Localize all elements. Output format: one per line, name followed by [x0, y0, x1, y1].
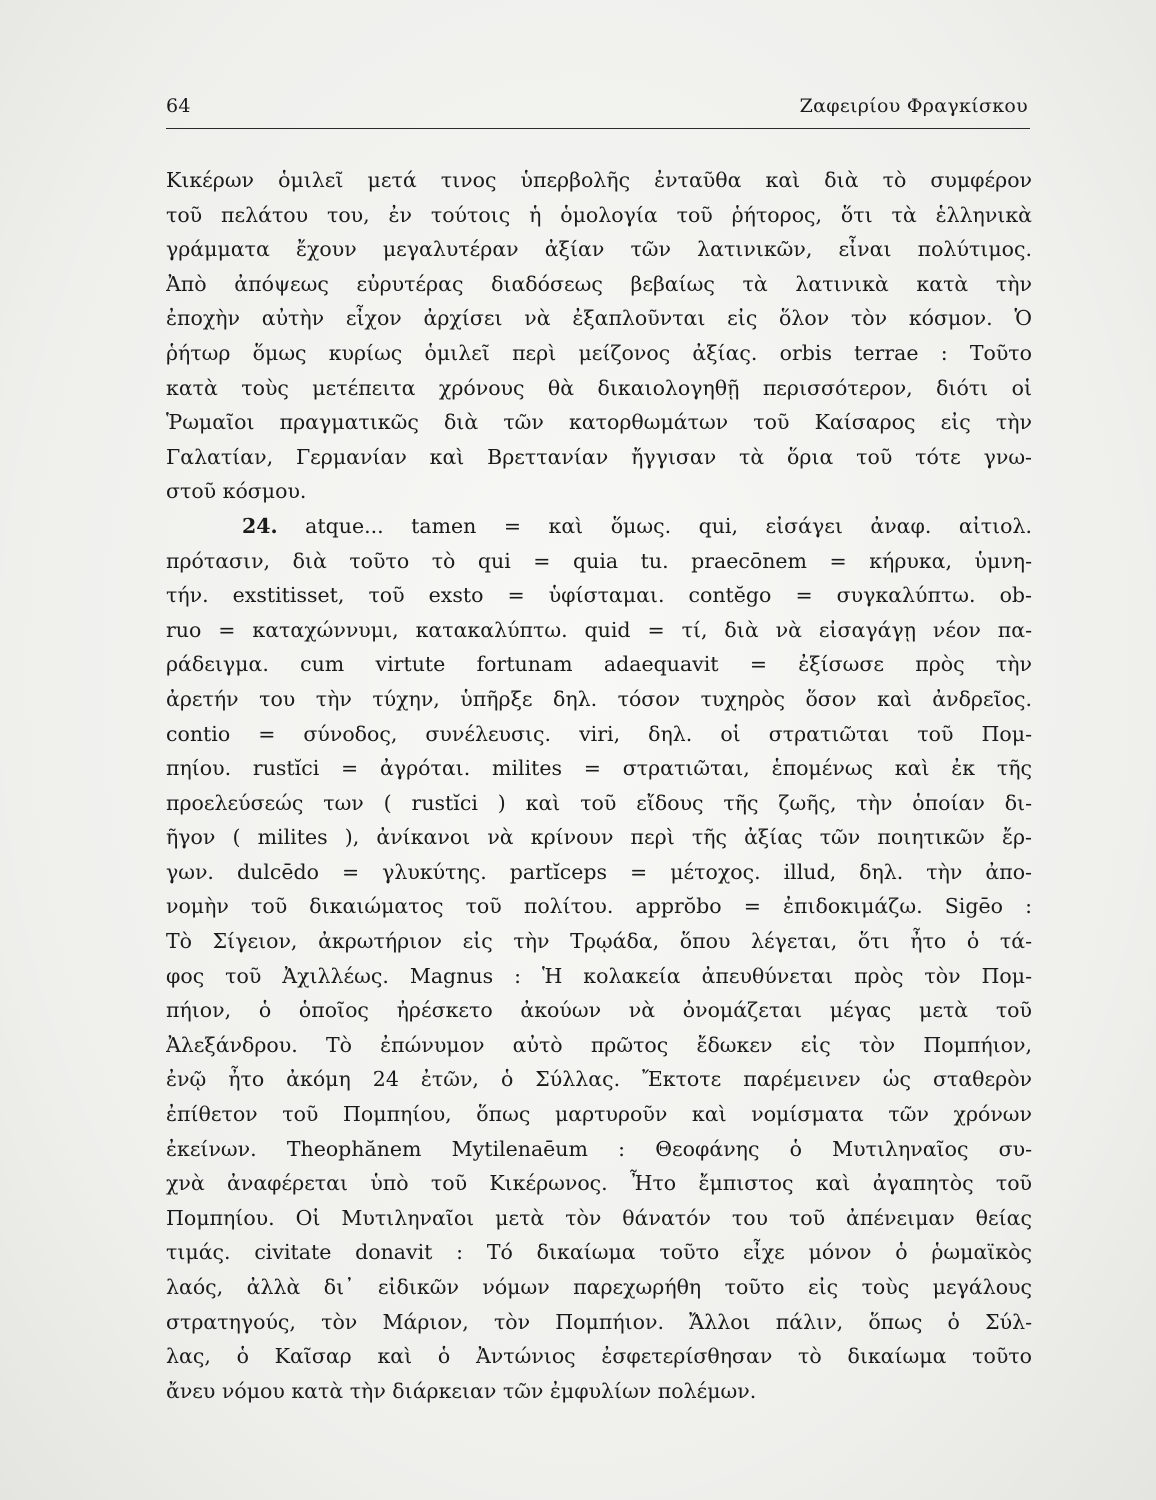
text-line: λας, ὁ Καῖσαρ καὶ ὁ Ἀντώνιος ἐσφετερίσθησαν τὸ δικαίωμα τοῦτο — [166, 1344, 1032, 1369]
text-line: στρατηγούς, τὸν Μάριον, τὸν Πομπήιον. Ἄλλοι πάλιν, ὅπως ὁ Σύλ- — [166, 1309, 1032, 1334]
text-line: νομὴν τοῦ δικαιώματος τοῦ πολίτου. apprŏbo = ἐπιδοκιμάζω. Sigēo : — [166, 894, 1032, 919]
text-line: Ἀπὸ ἀπόψεως εὐρυτέρας διαδόσεως βεβαίως τὰ λατινικὰ κατὰ τὴν — [166, 271, 1032, 296]
text-line: τιμάς. civitate donavit : Τό δικαίωμα τοῦτο εἶχε μόνον ὁ ῥωμαϊκὸς — [166, 1240, 1032, 1265]
text-line: ῥήτωρ ὅμως κυρίως ὁμιλεῖ περὶ μείζονος ἀξίας. orbis terrae : Τοῦτο — [166, 340, 1032, 365]
header-rule — [166, 128, 1030, 129]
section-number: 24. — [242, 513, 278, 538]
text-line: Γαλατίαν, Γερμανίαν καὶ Βρεττανίαν ἤγγισαν τὰ ὅρια τοῦ τότε γνω- — [166, 444, 1032, 469]
text-line: πρότασιν, διὰ τοῦτο τὸ qui = quia tu. praecōnem = κήρυκα, ὑμνη- — [166, 548, 1032, 573]
text-line: τήν. exstitisset, τοῦ exsto = ὑφίσταμαι. contĕgo = συγκαλύπτω. ob- — [166, 583, 1032, 608]
text-line: προελεύσεώς των ( rustĭci ) καὶ τοῦ εἴδους τῆς ζωῆς, τὴν ὁποίαν δι- — [166, 790, 1032, 815]
text-line: ῆγον ( milites ), ἀνίκανοι νὰ κρίνουν περὶ τῆς ἀξίας τῶν ποιητικῶν ἔρ- — [166, 825, 1032, 850]
text-line: γράμματα ἔχουν μεγαλυτέραν ἀξίαν τῶν λατινικῶν, εἶναι πολύτιμος. — [166, 237, 1032, 262]
text-line: ἐπίθετον τοῦ Πομπηίου, ὅπως μαρτυροῦν καὶ νομίσματα τῶν χρόνων — [166, 1102, 1032, 1127]
page-number: 64 — [166, 95, 191, 117]
text-line: πηίου. rustĭci = ἀγρόται. milites = στρατιῶται, ἑπομένως καὶ ἐκ τῆς — [166, 756, 1032, 781]
text-line: χνὰ ἀναφέρεται ὑπὸ τοῦ Κικέρωνος. Ἦτο ἔμπιστος καὶ ἀγαπητὸς τοῦ — [166, 1171, 1032, 1196]
text-line: Ἀλεξάνδρου. Τὸ ἐπώνυμον αὐτὸ πρῶτος ἔδωκεν εἰς τὸν Πομπήιον, — [166, 1032, 1032, 1057]
page-header — [166, 95, 1028, 125]
text-line: τοῦ πελάτου του, ἐν τούτοις ἡ ὁμολογία τοῦ ῥήτορος, ὅτι τὰ ἑλληνικὰ — [166, 202, 1032, 227]
text-line: Ῥωμαῖοι πραγματικῶς διὰ τῶν κατορθωμάτων τοῦ Καίσαρος εἰς τὴν — [166, 410, 1032, 435]
text-line: στοῦ κόσμου. — [166, 479, 307, 504]
text-line: ἀρετήν του τὴν τύχην, ὑπῆρξε δηλ. τόσον τυχηρὸς ὅσον καὶ ἀνδρεῖος. — [166, 686, 1032, 711]
running-title: Ζαφειρίου Φραγκίσκου — [799, 95, 1028, 117]
body-text — [166, 163, 1032, 1408]
text-line: φος τοῦ Ἀχιλλέως. Magnus : Ἡ κολακεία ἀπευθύνεται πρὸς τὸν Πομ- — [166, 963, 1032, 988]
text-line: ἄνευ νόμου κατὰ τὴν διάρκειαν τῶν ἐμφυλίων πολέμων. — [166, 1378, 757, 1403]
text-line: Τὸ Σίγειον, ἀκρωτήριον εἰς τὴν Τρῳάδα, ὅπου λέγεται, ὅτι ἦτο ὁ τά- — [166, 929, 1032, 954]
text-line: ράδειγμα. cum virtute fortunam adaequavit = ἐξίσωσε πρὸς τὴν — [166, 652, 1032, 677]
text-line: ἐποχὴν αὐτὴν εἶχον ἀρχίσει νὰ ἐξαπλοῦνται εἰς ὅλον τὸν κόσμον. Ὁ — [166, 306, 1032, 331]
section-first-line — [166, 509, 1032, 544]
text-line: γων. dulcēdo = γλυκύτης. partĭceps = μέτοχος. illud, δηλ. τὴν ἀπο- — [166, 859, 1032, 884]
text-line: κατὰ τοὺς μετέπειτα χρόνους θὰ δικαιολογηθῇ περισσότερον, διότι οἱ — [166, 375, 1032, 400]
text-line: Κικέρων ὁμιλεῖ μετά τινος ὑπερβολῆς ἐνταῦθα καὶ διὰ τὸ συμφέρον — [166, 168, 1032, 192]
text-line: Πομπηίου. Οἱ Μυτιληναῖοι μετὰ τὸν θάνατόν του τοῦ ἀπένειμαν θείας — [166, 1205, 1032, 1230]
section-first-line-text: atque... tamen = καὶ ὅμως. qui, εἰσάγει ἀναφ. αἰτιολ. — [277, 513, 1032, 538]
text-line: ruo = καταχώννυμι, κατακαλύπτω. quid = τί, διὰ νὰ εἰσαγάγῃ νέον πα- — [166, 617, 1032, 642]
text-line: ἐκείνων. Theophănem Mytilenaēum : Θεοφάνης ὁ Μυτιληναῖος συ- — [166, 1136, 1032, 1161]
text-line: contio = σύνοδος, συνέλευσις. viri, δηλ. οἱ στρατιῶται τοῦ Πομ- — [166, 721, 1032, 746]
text-line: λαός, ἀλλὰ δι᾽ εἰδικῶν νόμων παρεχωρήθη τοῦτο εἰς τοὺς μεγάλους — [166, 1275, 1032, 1299]
text-line: ἐνῷ ἦτο ἀκόμη 24 ἐτῶν, ὁ Σύλλας. Ἔκτοτε παρέμεινεν ὡς σταθερὸν — [166, 1067, 1032, 1092]
text-line: πήιον, ὁ ὁποῖος ἠρέσκετο ἀκούων νὰ ὀνομάζεται μέγας μετὰ τοῦ — [166, 998, 1032, 1023]
